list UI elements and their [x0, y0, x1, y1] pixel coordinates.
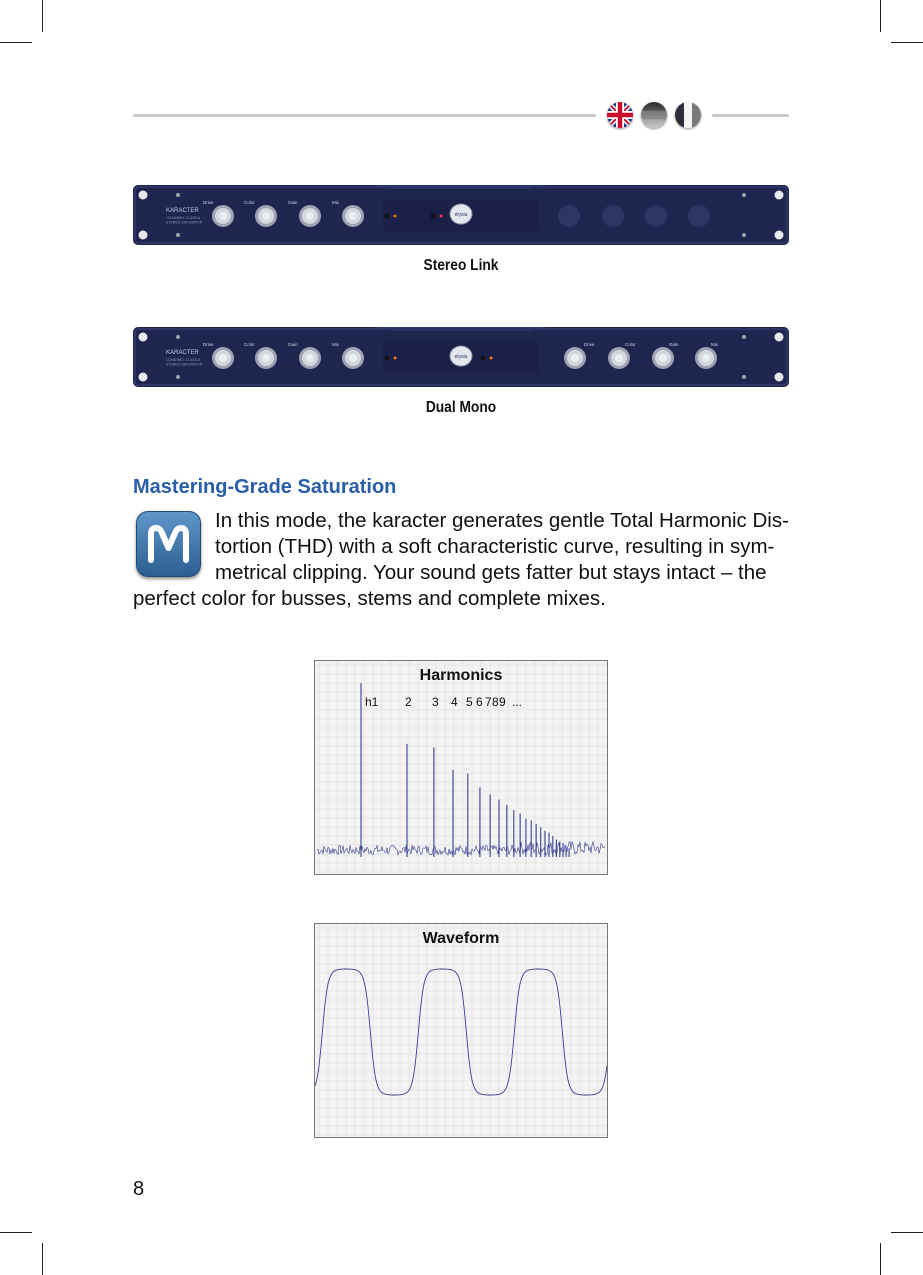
section-body [0, 508, 923, 618]
rack-tagline: 1CHANNEL CLASS A [166, 358, 201, 362]
knob-label-color: Color [244, 200, 255, 205]
harmonic-label: 7 [485, 695, 492, 709]
harmonic-label: 8 [492, 695, 499, 709]
knob-label-drive: Drive [203, 342, 214, 347]
crop-mark [0, 1232, 32, 1233]
english-flag-icon[interactable] [607, 102, 633, 128]
crop-mark [0, 42, 32, 43]
waveform-plot [315, 924, 607, 1137]
stereo-link-rack-image [133, 185, 789, 245]
harmonic-label: 6 [476, 695, 483, 709]
harmonic-label: 4 [451, 695, 458, 709]
french-flag-icon[interactable] [675, 102, 701, 128]
dual-mono-caption: Dual Mono [425, 399, 497, 416]
dual-mono-rack-image [133, 327, 789, 387]
crop-mark [42, 0, 43, 32]
crop-mark [880, 0, 881, 32]
harmonic-labels [315, 695, 607, 713]
german-flag-icon[interactable] [641, 102, 667, 128]
rack-logo: elysia [454, 212, 468, 218]
rack-brand: KARACTER [166, 208, 199, 214]
harmonics-plot [315, 661, 607, 874]
stereo-link-caption: Stereo Link [423, 257, 499, 274]
header-rule-left [133, 114, 596, 117]
knob-label-drive: Drive [203, 200, 214, 205]
knob-label-mix: Mix [711, 342, 718, 347]
rack-brand: KARACTER [166, 350, 199, 356]
harmonics-chart [314, 660, 608, 875]
crop-mark [891, 42, 923, 43]
waveform-chart [314, 923, 608, 1138]
waveform-line [315, 969, 607, 1095]
knob-label-mix: Mix [332, 342, 339, 347]
body-line: metrical clipping. Your sound gets fatter but stays intact – the [215, 561, 767, 584]
crop-mark [42, 1243, 43, 1275]
knob-label-gain: Gain [669, 342, 679, 347]
crop-mark [880, 1243, 881, 1275]
harmonic-label: 2 [405, 695, 412, 709]
header-rule-right [712, 114, 789, 117]
rack-tagline: 1CHANNEL CLASS A [166, 216, 201, 220]
body-line: perfect color for busses, stems and complete mixes. [133, 587, 606, 610]
rack-tagline: STEREO SATURATOR [166, 220, 203, 225]
waveform-chart-title: Waveform [422, 930, 500, 947]
knob-label-color: Color [625, 342, 636, 347]
knob-label-drive: Drive [584, 342, 595, 347]
knob-label-gain: Gain [288, 200, 298, 205]
harmonics-chart-title: Harmonics [419, 667, 503, 684]
body-line: In this mode, the karacter generates gentle Total Harmonic Dis- [215, 509, 789, 532]
knob-label-mix: Mix [332, 200, 339, 205]
page-number: 8 [133, 1178, 145, 1200]
harmonic-label: h1 [365, 695, 379, 709]
crop-mark [891, 1232, 923, 1233]
harmonic-label: 5 [466, 695, 473, 709]
rack-tagline: STEREO SATURATOR [166, 362, 203, 367]
knob-label-color: Color [244, 342, 255, 347]
harmonic-label: 3 [432, 695, 439, 709]
section-title: Mastering-Grade Saturation [133, 476, 397, 498]
harmonic-label: 9 [499, 695, 506, 709]
harmonic-label: ... [512, 695, 523, 709]
knob-label-gain: Gain [288, 342, 298, 347]
rack-logo: elysia [454, 354, 468, 360]
body-line: tortion (THD) with a soft characteristic curve, resulting in sym- [215, 535, 775, 558]
